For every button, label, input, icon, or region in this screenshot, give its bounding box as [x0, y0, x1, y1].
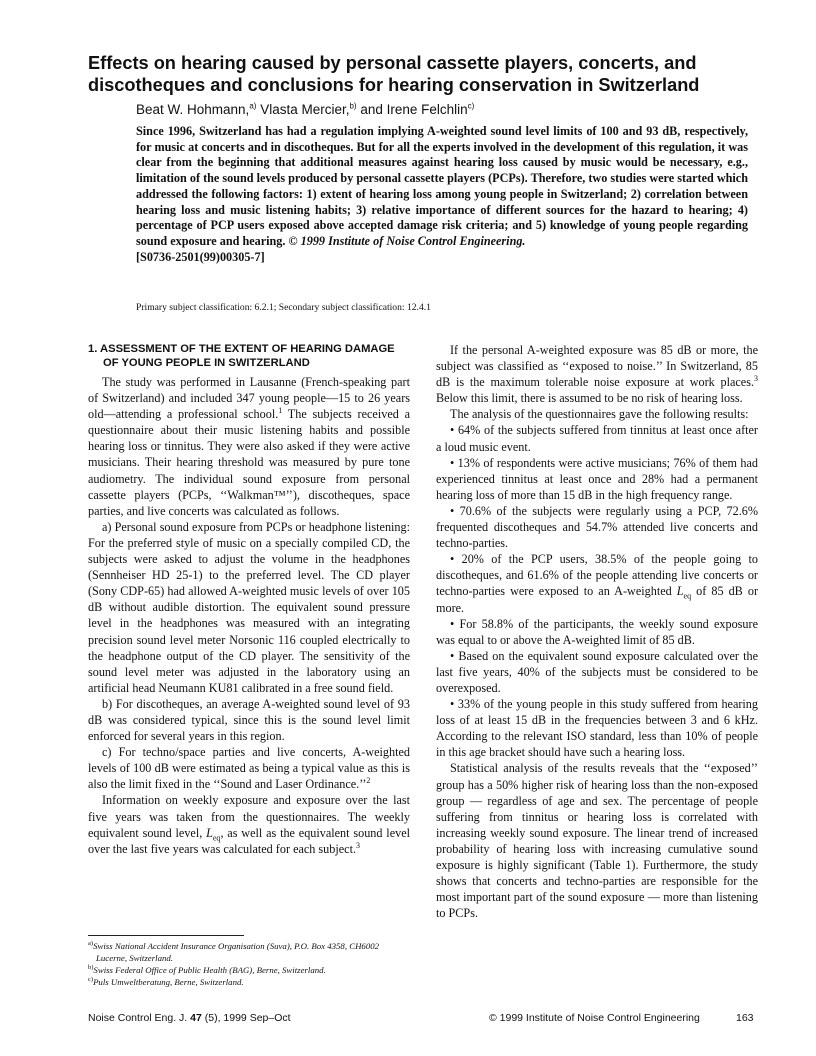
author-felchlin: and Irene Felchlin	[356, 102, 468, 117]
abstract-text: Since 1996, Switzerland has had a regulation implying A-weighted sound level limits of 100 and 93 dB, respectively, for music at concerts and in discotheques. But for all the experts involved in the development of this regulation, it was clear from the beginning that additional measures against hearing loss caused by music would be necessary, e.g., limitation of the sound levels produced by personal cassette players (PCPs). Therefore, two studies were started which addressed the following factors: 1) extent of hearing loss among young people in Switzerland; 2) correlation between hearing loss and music listening habits; 3) relative importance of different sources for the hazard to hearing; 4) percentage of PCP users exposed above accepted damage risk criteria; and 5) knowledge of young people regarding sound exposure and hearing.	[136, 124, 748, 248]
paragraph: The analysis of the questionnaires gave the following results:	[450, 407, 749, 422]
left-column	[88, 342, 410, 857]
bullet-item: • For 58.8% of the participants, the weekly sound exposure was equal to or above the A-weighted limit of 85 dB.	[436, 616, 758, 647]
footnotes	[88, 940, 398, 988]
affiliation-mark-a: a)	[249, 101, 257, 111]
reference-mark: 3	[356, 840, 361, 850]
section-heading: 1. ASSESSMENT OF THE EXTENT OF HEARING DAMAGE OF YOUNG PEOPLE IN SWITZERLAND	[88, 343, 395, 369]
bullet-item: • 20% of the PCP users, 38.5% of the people going to discotheques, and 61.6% of the people attending live concerts or techno-parties were exposed to an A-weighted $L_{eq}$ of 85 dB or more.	[436, 552, 758, 615]
footer-volume: 47	[190, 1012, 202, 1024]
paragraph: c) For techno/space parties and live concerts, A-weighted levels of 100 dB were estimated as being a typical value as this is also the limit fixed in the ‘‘Sound and Laser Ordinance.’’$^2$	[88, 745, 410, 792]
paragraph: If the personal A-weighted exposure was 85 dB or more, the subject was classified as ‘‘exposed to noise.’’ In Switzerland, 85 dB is the maximum tolerable noise exposure at work places.$^3$ Below this limit, there is assumed to be no risk of hearing loss.	[436, 343, 758, 406]
right-column	[436, 342, 758, 921]
author-mercier: Vlasta Mercier,	[256, 102, 350, 117]
bullet-item: • 13% of respondents were active musicians; 76% of them had experienced tinnitus at least once and 28% had a permanent hearing loss of more than 15 dB in the high frequency range.	[436, 455, 758, 502]
footnote-b: $^{b)}$Swiss Federal Office of Public Health (BAG), Berne, Switzerland.	[88, 964, 326, 975]
page-number: 163	[736, 1012, 754, 1024]
footer-journal: Noise Control Eng. J. 47 (5), 1999 Sep–Oct	[88, 1012, 291, 1024]
reference-mark: 1	[278, 406, 283, 416]
bullet-item: • 70.6% of the subjects were regularly using a PCP, 72.6% frequented discotheques and 54.7% attended live concerts and techno-parties.	[436, 503, 758, 551]
leq-symbol: L	[206, 825, 213, 840]
paragraph: The study was performed in Lausanne (French-speaking part of Switzerland) and included 347 young people—15 to 26 years old—attending a professional school.$^1$ The subjects received a questionnaire about their music listening habits and possible hearing loss or tinnitus. They were also asked if they were active musicians. Their hearing threshold was measured by pure tone audiometry. The individual sound exposure from personal cassette players (PCPs, ‘‘Walkman™’’), discotheques, space parties, and live concerts was calculated as follows.	[88, 375, 410, 518]
author-hohmann: Beat W. Hohmann,	[136, 102, 250, 117]
article-code: [S0736-2501(99)00305-7]	[136, 249, 265, 264]
footnote-divider	[88, 935, 244, 936]
reference-mark: 3	[754, 374, 758, 384]
footnote-a: $^{a)}$Swiss National Accident Insurance Organisation (Suva), P.O. Box 4358, CH6002 Lucerne, Switzerland.	[88, 940, 380, 963]
leq-subscript: eq	[212, 833, 221, 843]
abstract-copyright: © 1999 Institute of Noise Control Engineering.	[288, 233, 526, 248]
bullet-item: • 33% of the young people in this study suffered from hearing loss of at least 15 dB in the frequencies between 3 and 6 kHz. According to the relevant ISO standard, less than 10% of people in this age bracket should have such a hearing loss.	[436, 697, 758, 760]
author-list	[136, 102, 756, 118]
leq-subscript: eq	[683, 591, 692, 601]
subject-classification: Primary subject classification: 6.2.1; Secondary subject classification: 12.4.1	[136, 302, 431, 313]
footnote-c: $^{c)}$Puls Umweltberatung, Berne, Switzerland.	[88, 976, 244, 987]
affiliation-mark-c: c)	[467, 101, 475, 111]
bullet-item: • Based on the equivalent sound exposure calculated over the last five years, 40% of the subjects must be considered to be overexposed.	[436, 648, 758, 695]
bullet-item: • 64% of the subjects suffered from tinnitus at least once after a loud music event.	[436, 423, 758, 454]
paragraph: Statistical analysis of the results reveals that the ‘‘exposed’’ group has a 50% higher risk of hearing loss than the non-exposed group — regardless of age and sex. The percentage of people suffering from tinnitus or hearing loss is correlated with increasing weekly sound exposure. The linear trend of increased probability of hearing loss with increasing cumulative sound exposure is highly significant (Table 1). Furthermore, the study shows that concerts and techno-parties are responsible for the most important part of the sound exposure — more than listening to PCPs.	[436, 761, 758, 921]
abstract	[136, 124, 748, 265]
affiliation-mark-b: b)	[349, 101, 357, 111]
paragraph: a) Personal sound exposure from PCPs or headphone listening: For the preferred style of music on a specially compiled CD, the subjects were asked to adjust the volume in the headphones (Sennheiser HD 25-1) to the preferred level. The CD player (Sony CDP-65) had allowed A-weighted music levels of over 105 dB without audible distortion. The equivalent sound pressure level in the headphones was measured with an integrating precision sound level meter Norsonic 116 coupled electrically to the headphone output of the CD player. The sensitivity of the sound level meter was adjusted in the laboratory using an artificial head Neumann KU81 calibrated in a free sound field.	[88, 519, 410, 695]
article-title: Effects on hearing caused by personal cassette players, concerts, and discotheques and conclusions for hearing conservation in Switzerland	[88, 53, 700, 95]
leq-symbol: L	[676, 584, 684, 599]
footer-copyright: © 1999 Institute of Noise Control Engineering	[489, 1012, 700, 1024]
paragraph: Information on weekly exposure and exposure over the last five years was taken from the questionnaires. The weekly equivalent sound level, $L_{eq}$, as well as the equivalent sound level over the last five years was calculated for each subject.$^3$	[88, 793, 410, 856]
paragraph: b) For discotheques, an average A-weighted sound level of 93 dB was considered typical, since this is the sound level limit enforced for several years in this region.	[88, 696, 410, 744]
reference-mark: 2	[366, 776, 371, 786]
